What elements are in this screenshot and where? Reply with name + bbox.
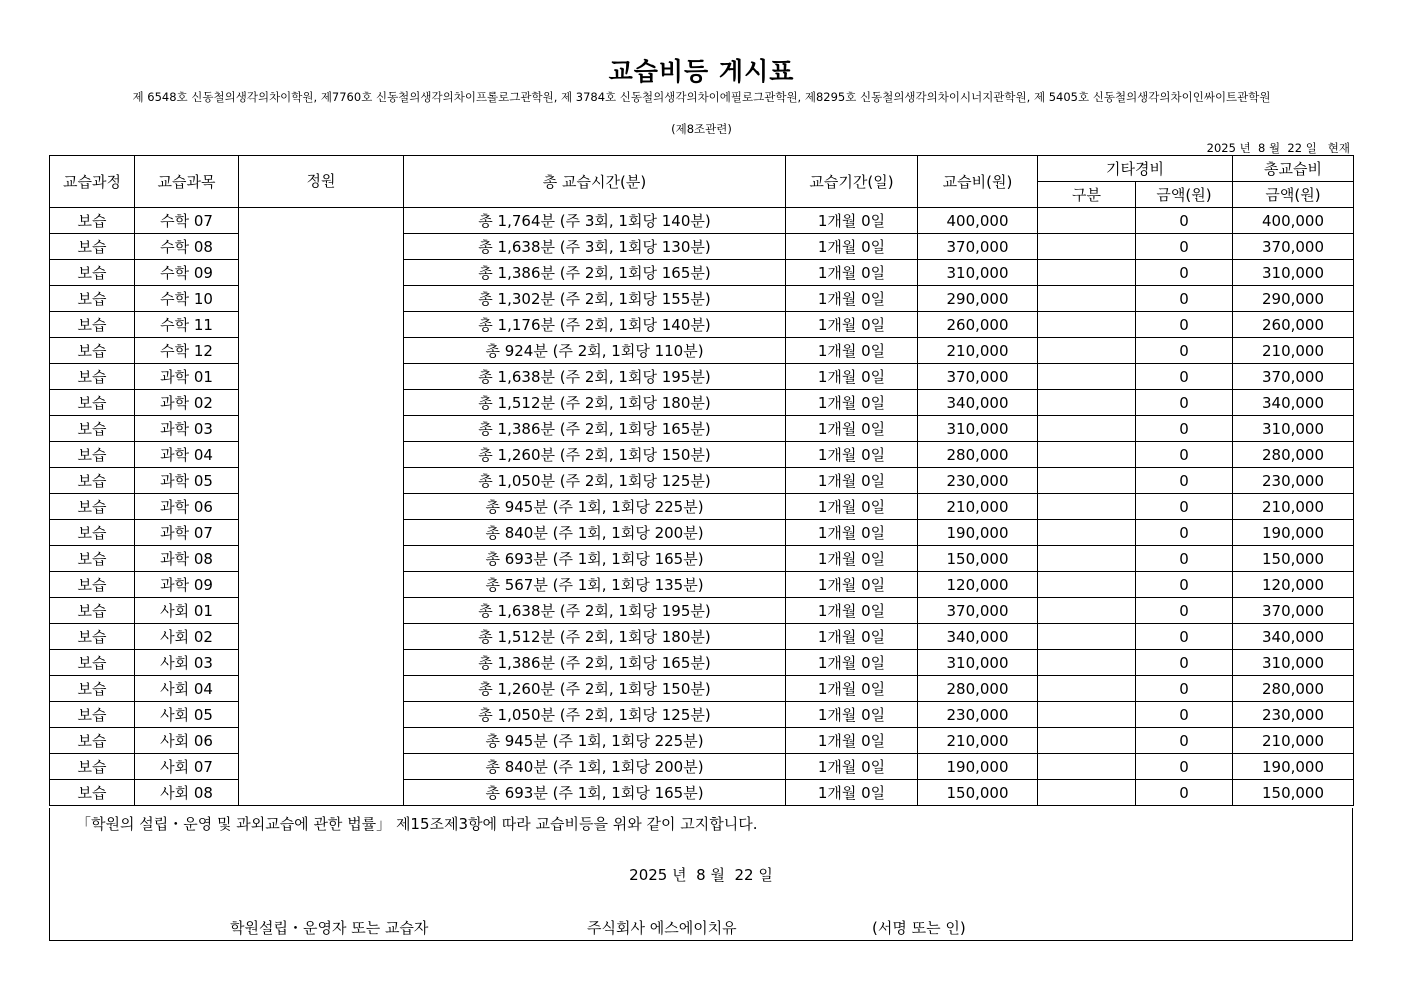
cell-period: 1개월 0일 [786, 624, 918, 650]
cell-period: 1개월 0일 [786, 286, 918, 312]
cell-other-type [1038, 442, 1136, 468]
cell-course: 보습 [50, 754, 135, 780]
table-row [50, 208, 1354, 234]
header-course: 교습과정 [50, 156, 135, 208]
cell-other-amount: 0 [1136, 624, 1233, 650]
cell-course: 보습 [50, 650, 135, 676]
cell-other-amount: 0 [1136, 494, 1233, 520]
cell-total-time: 총 1,638분 (주 3회, 1회당 130분) [404, 234, 786, 260]
cell-other-type [1038, 624, 1136, 650]
cell-other-amount: 0 [1136, 286, 1233, 312]
cell-total-fee: 310,000 [1233, 416, 1354, 442]
cell-subject: 과학 09 [135, 572, 239, 598]
header-total-time: 총 교습시간(분) [404, 156, 786, 208]
cell-period: 1개월 0일 [786, 520, 918, 546]
cell-fee: 310,000 [918, 260, 1038, 286]
cell-fee: 190,000 [918, 520, 1038, 546]
cell-total-fee: 290,000 [1233, 286, 1354, 312]
cell-total-fee: 340,000 [1233, 624, 1354, 650]
cell-fee: 280,000 [918, 676, 1038, 702]
cell-total-time: 총 1,302분 (주 2회, 1회당 155분) [404, 286, 786, 312]
cell-subject: 과학 05 [135, 468, 239, 494]
cell-other-amount: 0 [1136, 754, 1233, 780]
cell-total-fee: 260,000 [1233, 312, 1354, 338]
cell-subject: 과학 01 [135, 364, 239, 390]
cell-subject: 수학 07 [135, 208, 239, 234]
cell-course: 보습 [50, 598, 135, 624]
cell-other-type [1038, 416, 1136, 442]
cell-other-amount: 0 [1136, 650, 1233, 676]
cell-fee: 370,000 [918, 598, 1038, 624]
cell-total-fee: 280,000 [1233, 676, 1354, 702]
cell-other-type [1038, 468, 1136, 494]
cell-course: 보습 [50, 572, 135, 598]
cell-period: 1개월 0일 [786, 572, 918, 598]
cell-other-type [1038, 286, 1136, 312]
cell-course: 보습 [50, 520, 135, 546]
cell-course: 보습 [50, 624, 135, 650]
cell-total-fee: 280,000 [1233, 442, 1354, 468]
cell-period: 1개월 0일 [786, 546, 918, 572]
cell-other-type [1038, 312, 1136, 338]
cell-total-time: 총 567분 (주 1회, 1회당 135분) [404, 572, 786, 598]
cell-other-amount: 0 [1136, 520, 1233, 546]
cell-fee: 370,000 [918, 234, 1038, 260]
cell-period: 1개월 0일 [786, 208, 918, 234]
cell-other-amount: 0 [1136, 260, 1233, 286]
cell-course: 보습 [50, 416, 135, 442]
cell-other-type [1038, 780, 1136, 806]
cell-other-amount: 0 [1136, 234, 1233, 260]
header-subject: 교습과목 [135, 156, 239, 208]
header-capacity: 정원 [239, 156, 404, 208]
cell-period: 1개월 0일 [786, 676, 918, 702]
cell-other-amount: 0 [1136, 312, 1233, 338]
cell-other-amount: 0 [1136, 780, 1233, 806]
cell-subject: 사회 03 [135, 650, 239, 676]
cell-course: 보습 [50, 780, 135, 806]
cell-total-fee: 370,000 [1233, 364, 1354, 390]
cell-total-time: 총 1,050분 (주 2회, 1회당 125분) [404, 702, 786, 728]
cell-subject: 수학 10 [135, 286, 239, 312]
cell-other-type [1038, 598, 1136, 624]
as-of-date: 2025 년 8 월 22 일 현재 [1206, 141, 1350, 155]
cell-course: 보습 [50, 312, 135, 338]
cell-course: 보습 [50, 286, 135, 312]
cell-period: 1개월 0일 [786, 468, 918, 494]
header-other-type: 구분 [1038, 182, 1136, 208]
header-period: 교습기간(일) [786, 156, 918, 208]
cell-fee: 210,000 [918, 494, 1038, 520]
cell-other-amount: 0 [1136, 416, 1233, 442]
cell-total-fee: 310,000 [1233, 260, 1354, 286]
cell-other-amount: 0 [1136, 364, 1233, 390]
cell-other-amount: 0 [1136, 572, 1233, 598]
cell-total-time: 총 840분 (주 1회, 1회당 200분) [404, 754, 786, 780]
cell-total-time: 총 1,638분 (주 2회, 1회당 195분) [404, 598, 786, 624]
cell-period: 1개월 0일 [786, 260, 918, 286]
page-title: 교습비등 게시표 [608, 57, 795, 86]
cell-period: 1개월 0일 [786, 728, 918, 754]
cell-subject: 수학 11 [135, 312, 239, 338]
cell-subject: 사회 01 [135, 598, 239, 624]
cell-subject: 사회 02 [135, 624, 239, 650]
signer-name: 주식회사 에스에이치유 [587, 919, 737, 937]
cell-total-time: 총 1,512분 (주 2회, 1회당 180분) [404, 624, 786, 650]
cell-other-type [1038, 494, 1136, 520]
cell-fee: 310,000 [918, 416, 1038, 442]
cell-course: 보습 [50, 494, 135, 520]
cell-subject: 사회 08 [135, 780, 239, 806]
cell-other-amount: 0 [1136, 442, 1233, 468]
cell-total-fee: 230,000 [1233, 702, 1354, 728]
cell-fee: 230,000 [918, 468, 1038, 494]
cell-other-type [1038, 754, 1136, 780]
cell-other-type [1038, 520, 1136, 546]
cell-subject: 과학 06 [135, 494, 239, 520]
cell-period: 1개월 0일 [786, 364, 918, 390]
cell-subject: 수학 12 [135, 338, 239, 364]
cell-fee: 150,000 [918, 546, 1038, 572]
cell-other-type [1038, 338, 1136, 364]
cell-total-fee: 230,000 [1233, 468, 1354, 494]
article-reference: (제8조관련) [671, 122, 732, 136]
cell-other-amount: 0 [1136, 702, 1233, 728]
cell-other-type [1038, 260, 1136, 286]
cell-other-amount: 0 [1136, 208, 1233, 234]
cell-subject: 사회 07 [135, 754, 239, 780]
cell-fee: 310,000 [918, 650, 1038, 676]
header-total-fee: 총교습비 [1233, 156, 1354, 182]
cell-total-fee: 150,000 [1233, 780, 1354, 806]
law-notice: 「학원의 설립・운영 및 과외교습에 관한 법률」 제15조제3항에 따라 교습비등을 위와 같이 고지합니다. [76, 815, 758, 833]
cell-total-time: 총 1,638분 (주 2회, 1회당 195분) [404, 364, 786, 390]
cell-other-amount: 0 [1136, 676, 1233, 702]
cell-total-time: 총 693분 (주 1회, 1회당 165분) [404, 780, 786, 806]
cell-total-time: 총 1,260분 (주 2회, 1회당 150분) [404, 442, 786, 468]
cell-period: 1개월 0일 [786, 416, 918, 442]
cell-subject: 수학 08 [135, 234, 239, 260]
cell-subject: 과학 04 [135, 442, 239, 468]
cell-course: 보습 [50, 468, 135, 494]
cell-total-fee: 400,000 [1233, 208, 1354, 234]
cell-fee: 190,000 [918, 754, 1038, 780]
cell-other-amount: 0 [1136, 598, 1233, 624]
cell-course: 보습 [50, 338, 135, 364]
cell-subject: 과학 03 [135, 416, 239, 442]
cell-total-time: 총 1,764분 (주 3회, 1회당 140분) [404, 208, 786, 234]
cell-total-time: 총 1,386분 (주 2회, 1회당 165분) [404, 416, 786, 442]
cell-total-time: 총 1,050분 (주 2회, 1회당 125분) [404, 468, 786, 494]
cell-other-amount: 0 [1136, 468, 1233, 494]
cell-capacity [239, 208, 404, 806]
cell-fee: 150,000 [918, 780, 1038, 806]
cell-other-type [1038, 650, 1136, 676]
fee-table [49, 155, 1354, 806]
cell-total-time: 총 945분 (주 1회, 1회당 225분) [404, 494, 786, 520]
cell-course: 보습 [50, 728, 135, 754]
cell-total-fee: 370,000 [1233, 598, 1354, 624]
cell-fee: 340,000 [918, 390, 1038, 416]
cell-total-time: 총 1,386분 (주 2회, 1회당 165분) [404, 260, 786, 286]
cell-total-time: 총 924분 (주 2회, 1회당 110분) [404, 338, 786, 364]
cell-other-type [1038, 234, 1136, 260]
cell-total-fee: 190,000 [1233, 520, 1354, 546]
cell-total-time: 총 840분 (주 1회, 1회당 200분) [404, 520, 786, 546]
cell-total-time: 총 693분 (주 1회, 1회당 165분) [404, 546, 786, 572]
cell-subject: 과학 02 [135, 390, 239, 416]
cell-period: 1개월 0일 [786, 702, 918, 728]
cell-course: 보습 [50, 234, 135, 260]
cell-course: 보습 [50, 260, 135, 286]
cell-other-amount: 0 [1136, 546, 1233, 572]
cell-total-fee: 340,000 [1233, 390, 1354, 416]
cell-subject: 과학 08 [135, 546, 239, 572]
cell-other-type [1038, 364, 1136, 390]
cell-fee: 340,000 [918, 624, 1038, 650]
cell-period: 1개월 0일 [786, 494, 918, 520]
cell-fee: 370,000 [918, 364, 1038, 390]
cell-total-fee: 150,000 [1233, 546, 1354, 572]
cell-period: 1개월 0일 [786, 234, 918, 260]
cell-total-time: 총 1,176분 (주 2회, 1회당 140분) [404, 312, 786, 338]
cell-fee: 280,000 [918, 442, 1038, 468]
cell-other-amount: 0 [1136, 390, 1233, 416]
header-other-expenses: 기타경비 [1038, 156, 1233, 182]
cell-course: 보습 [50, 390, 135, 416]
cell-other-amount: 0 [1136, 728, 1233, 754]
cell-other-type [1038, 728, 1136, 754]
cell-subject: 수학 09 [135, 260, 239, 286]
cell-other-type [1038, 390, 1136, 416]
cell-total-time: 총 1,386분 (주 2회, 1회당 165분) [404, 650, 786, 676]
header-fee: 교습비(원) [918, 156, 1038, 208]
cell-subject: 과학 07 [135, 520, 239, 546]
cell-total-fee: 210,000 [1233, 494, 1354, 520]
academy-registration-list: 제 6548호 신동철의생각의차이학원, 제7760호 신동철의생각의차이프롤로그관학원, 제 3784호 신동철의생각의차이에필로그관학원, 제8295호 신동철의생각의차이시너지관학원, 제 5405호 신동철의생각의차이인싸이트관학원 [132, 90, 1271, 104]
cell-subject: 사회 04 [135, 676, 239, 702]
cell-fee: 230,000 [918, 702, 1038, 728]
cell-total-time: 총 945분 (주 1회, 1회당 225분) [404, 728, 786, 754]
cell-total-time: 총 1,260분 (주 2회, 1회당 150분) [404, 676, 786, 702]
cell-period: 1개월 0일 [786, 650, 918, 676]
cell-subject: 사회 06 [135, 728, 239, 754]
cell-period: 1개월 0일 [786, 598, 918, 624]
cell-other-type [1038, 546, 1136, 572]
cell-course: 보습 [50, 208, 135, 234]
cell-total-fee: 370,000 [1233, 234, 1354, 260]
cell-fee: 290,000 [918, 286, 1038, 312]
cell-period: 1개월 0일 [786, 338, 918, 364]
signature-seal: (서명 또는 인) [872, 919, 966, 937]
cell-other-amount: 0 [1136, 338, 1233, 364]
header-other-amount: 금액(원) [1136, 182, 1233, 208]
cell-fee: 120,000 [918, 572, 1038, 598]
cell-other-type [1038, 208, 1136, 234]
cell-other-type [1038, 702, 1136, 728]
cell-fee: 210,000 [918, 728, 1038, 754]
cell-course: 보습 [50, 676, 135, 702]
cell-total-time: 총 1,512분 (주 2회, 1회당 180분) [404, 390, 786, 416]
cell-total-fee: 210,000 [1233, 338, 1354, 364]
cell-fee: 210,000 [918, 338, 1038, 364]
cell-period: 1개월 0일 [786, 390, 918, 416]
cell-course: 보습 [50, 364, 135, 390]
notice-footer [49, 808, 1353, 941]
cell-total-fee: 210,000 [1233, 728, 1354, 754]
cell-other-type [1038, 676, 1136, 702]
fee-table-body [50, 208, 1354, 806]
cell-fee: 260,000 [918, 312, 1038, 338]
cell-other-type [1038, 572, 1136, 598]
cell-total-fee: 120,000 [1233, 572, 1354, 598]
header-total-amount: 금액(원) [1233, 182, 1354, 208]
cell-period: 1개월 0일 [786, 754, 918, 780]
notice-date: 2025 년 8 월 22 일 [629, 866, 773, 884]
cell-course: 보습 [50, 702, 135, 728]
cell-total-fee: 190,000 [1233, 754, 1354, 780]
cell-total-fee: 310,000 [1233, 650, 1354, 676]
cell-period: 1개월 0일 [786, 442, 918, 468]
cell-period: 1개월 0일 [786, 312, 918, 338]
signer-role: 학원설립・운영자 또는 교습자 [230, 919, 429, 937]
cell-course: 보습 [50, 546, 135, 572]
cell-period: 1개월 0일 [786, 780, 918, 806]
cell-fee: 400,000 [918, 208, 1038, 234]
cell-subject: 사회 05 [135, 702, 239, 728]
cell-course: 보습 [50, 442, 135, 468]
